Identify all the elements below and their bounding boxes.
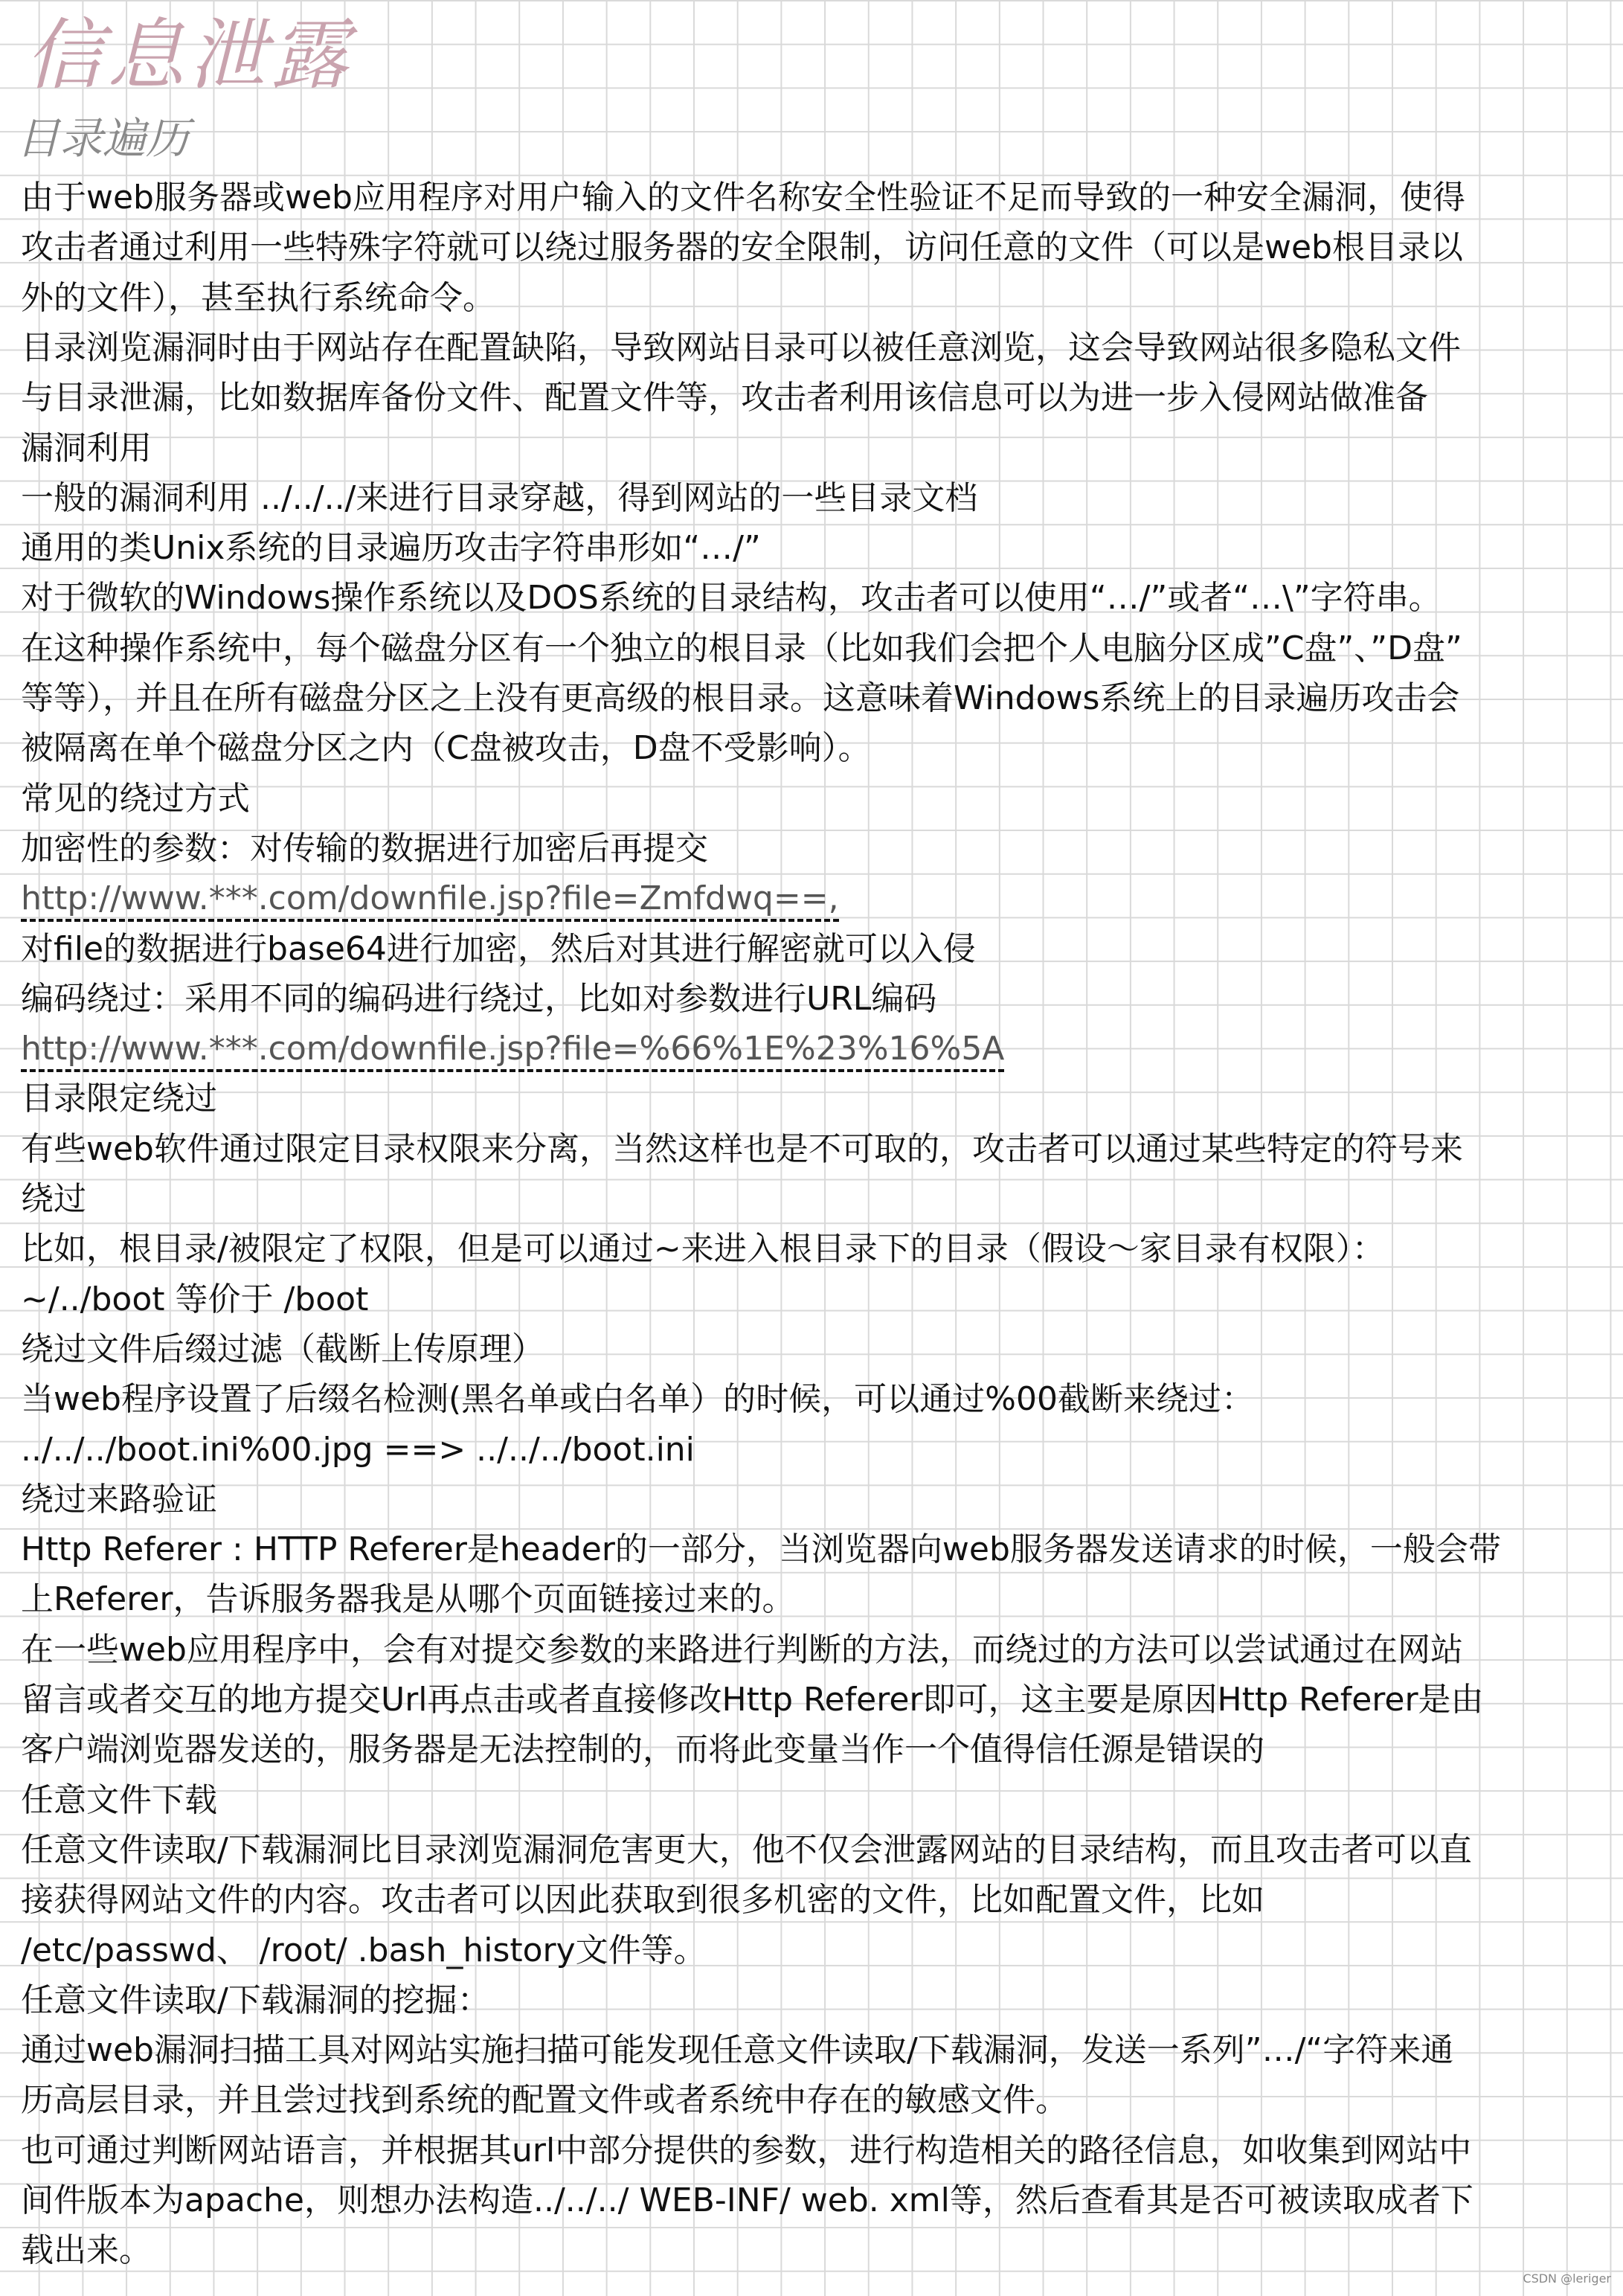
text-line	[21, 1875, 1264, 1925]
text-line	[21, 1775, 217, 1825]
text-line-content: 由于web服务器或web应用程序对用户输入的文件名称安全性验证不足而导致的一种安全漏洞，使得	[21, 179, 1465, 217]
text-line	[21, 974, 936, 1024]
text-line-content: 间件版本为apache，则想办法构造../../../ WEB-INF/ web. xml等，然后查看其是否可被读取成者下	[21, 2181, 1473, 2219]
section-heading: 目录遍历	[16, 113, 190, 164]
text-line	[21, 824, 708, 873]
url-link-line[interactable]	[21, 873, 839, 923]
text-line-content: 客户端浏览器发送的，服务器是无法控制的，而将此变量当作一个值得信任源是错误的	[21, 1731, 1264, 1769]
text-line-content: 编码绕过：采用不同的编码进行绕过，比如对参数进行URL编码	[21, 979, 937, 1018]
text-line-content: 攻击者通过利用一些特殊字符就可以绕过服务器的安全限制，访问任意的文件（可以是web根目录以	[21, 228, 1463, 267]
text-line	[21, 1124, 1463, 1174]
url-link-line[interactable]	[21, 1024, 1004, 1074]
text-line	[21, 473, 977, 523]
text-line	[21, 1324, 544, 1374]
text-line	[21, 723, 871, 773]
text-line-content: 绕过来路验证	[21, 1480, 217, 1519]
text-line	[21, 1725, 1264, 1774]
text-line-content: 历高层目录，并且尝过找到系统的配置文件或者系统中存在的敏感文件。	[21, 2081, 1068, 2120]
text-line	[21, 2126, 1471, 2175]
text-line-content: 漏洞利用	[21, 429, 152, 467]
text-line-content: 任意文件下载	[21, 1780, 217, 1819]
text-line	[21, 222, 1463, 272]
text-line-content: 等等），并且在所有磁盘分区之上没有更高级的根目录。这意味着Windows系统上的目录遍历攻击会	[21, 679, 1460, 717]
text-line	[21, 373, 1428, 423]
text-line	[21, 523, 761, 573]
text-line-content: ~/../boot 等价于 /boot	[21, 1280, 369, 1318]
text-line-content: 上Referer，告诉服务器我是从哪个页面链接过来的。	[21, 1580, 795, 1619]
text-line	[21, 1975, 490, 2025]
text-line-content: 一般的漏洞利用 ../../../来进行目录穿越，得到网站的一些目录文档	[21, 478, 978, 517]
text-line-content: ../../../boot.ini%00.jpg ==> ../../../boot.ini	[21, 1430, 695, 1469]
text-line-content: 在这种操作系统中，每个磁盘分区有一个独立的根目录（比如我们会把个人电脑分区成”C盘”、”D盘”	[21, 629, 1462, 667]
text-line-content: 任意文件读取/下载漏洞比目录浏览漏洞危害更大，他不仅会泄露网站的目录结构，而且攻击者可以直	[21, 1830, 1472, 1869]
text-line	[21, 1675, 1484, 1725]
text-line	[21, 2075, 1068, 2125]
text-line	[21, 623, 1462, 673]
text-line	[21, 423, 152, 473]
text-line	[21, 1174, 86, 1224]
text-line	[21, 1574, 795, 1624]
text-line-content: 外的文件），甚至执行系统命令。	[21, 278, 495, 317]
text-line	[21, 1274, 368, 1324]
text-line-content: 留言或者交互的地方提交Url再点击或者直接修改Http Referer即可，这主要是原因Http Referer是由	[21, 1681, 1484, 1719]
text-line	[21, 1524, 1501, 1574]
text-line	[21, 273, 495, 323]
watermark: CSDN @leriger	[1523, 2271, 1611, 2286]
text-line-content: 接获得网站文件的内容。攻击者可以因此获取到很多机密的文件，比如配置文件，比如	[21, 1881, 1264, 1920]
text-line	[21, 173, 1465, 222]
url-link[interactable]: http://www.***.com/downfile.jsp?file=Zmfdwq==,	[21, 879, 839, 922]
text-line-content: 目录浏览漏洞时由于网站存在配置缺陷，导致网站目录可以被任意浏览，这会导致网站很多隐私文件	[21, 328, 1461, 367]
text-line	[21, 1425, 695, 1475]
page-title: 信息泄露	[25, 10, 353, 100]
text-line	[21, 1475, 217, 1524]
text-line-content: 也可通过判断网站语言，并根据其url中部分提供的参数，进行构造相关的路径信息，如收集到网站中	[21, 2131, 1472, 2170]
text-line-content: 加密性的参数：对传输的数据进行加密后再提交	[21, 829, 708, 868]
text-line	[21, 1825, 1472, 1875]
text-line-content: 比如，根目录/被限定了权限，但是可以通过~来进入根目录下的目录（假设～家目录有权限）：	[21, 1230, 1385, 1269]
text-line-content: 当web程序设置了后缀名检测(黑名单或白名单）的时候，可以通过%00截断来绕过：	[21, 1380, 1254, 1419]
text-line-content: 通用的类Unix系统的目录遍历攻击字符串形如“…/”	[21, 529, 761, 568]
text-line	[21, 2025, 1453, 2075]
text-line	[21, 2225, 152, 2275]
text-line-content: 对file的数据进行base64进行加密，然后对其进行解密就可以入侵	[21, 929, 976, 968]
text-line-content: 目录限定绕过	[21, 1080, 217, 1118]
text-line-content: 通过web漏洞扫描工具对网站实施扫描可能发现任意文件读取/下载漏洞，发送一系列”…/“字符来通	[21, 2031, 1454, 2070]
text-line-content: 被隔离在单个磁盘分区之内（C盘被攻击，D盘不受影响）。	[21, 729, 871, 768]
text-line	[21, 323, 1461, 373]
text-line-content: Http Referer : HTTP Referer是header的一部分，当浏览器向web服务器发送请求的时候，一般会带	[21, 1530, 1501, 1569]
text-line	[21, 1074, 217, 1123]
text-line-content: 绕过	[21, 1180, 86, 1218]
text-line-content: 在一些web应用程序中，会有对提交参数的来路进行判断的方法，而绕过的方法可以尝试通过在网站	[21, 1630, 1463, 1669]
text-line	[21, 573, 1442, 623]
text-line-content: 与目录泄漏，比如数据库备份文件、配置文件等，攻击者利用该信息可以为进一步入侵网站做准备	[21, 379, 1428, 417]
text-line-content: 绕过文件后缀过滤（截断上传原理）	[21, 1330, 544, 1368]
text-line	[21, 1374, 1254, 1424]
text-line-content: 常见的绕过方式	[21, 779, 250, 818]
text-line-content: 任意文件读取/下载漏洞的挖掘：	[21, 1981, 490, 2019]
text-line	[21, 1625, 1463, 1675]
text-line-content: 有些web软件通过限定目录权限来分离，当然这样也是不可取的，攻击者可以通过某些特定的符号来	[21, 1129, 1463, 1168]
text-line	[21, 1224, 1385, 1274]
text-line	[21, 774, 250, 824]
text-line	[21, 1925, 707, 1975]
text-line-content: /etc/passwd、 /root/ .bash_history文件等。	[21, 1931, 707, 1969]
text-line-content: 载出来。	[21, 2231, 152, 2270]
url-link[interactable]: http://www.***.com/downfile.jsp?file=%66%1E%23%16%5A	[21, 1030, 1004, 1072]
text-line	[21, 673, 1459, 723]
text-line	[21, 924, 976, 974]
text-line	[21, 2175, 1473, 2225]
text-line-content: 对于微软的Windows操作系统以及DOS系统的目录结构，攻击者可以使用“…/”或者“…\”字符串。	[21, 579, 1442, 618]
